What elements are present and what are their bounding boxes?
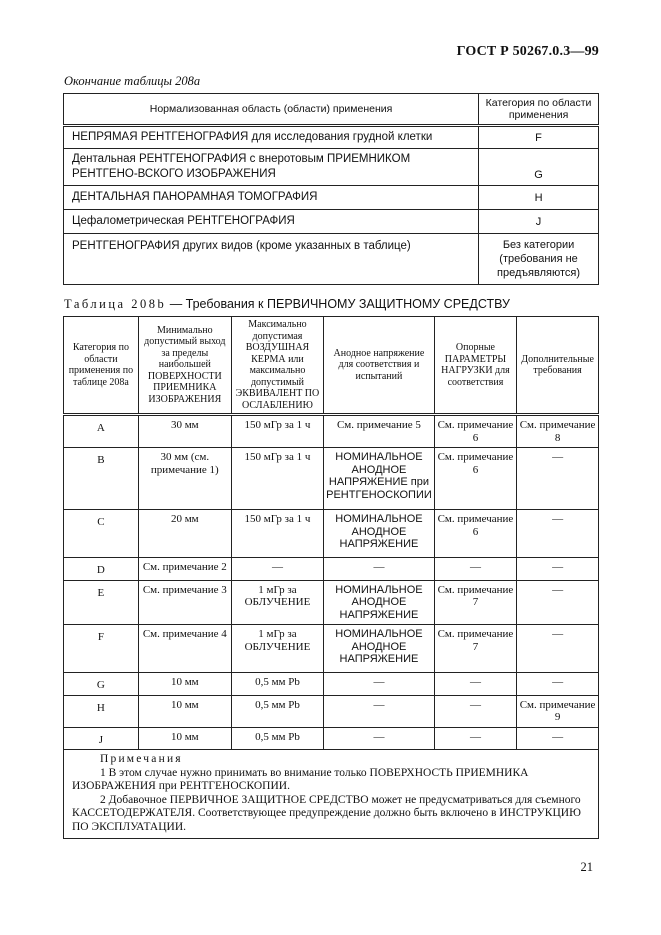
category-cell: B bbox=[64, 448, 139, 510]
extra-cell: — bbox=[517, 580, 599, 625]
load-params-cell: — bbox=[434, 695, 516, 727]
category-cell: F bbox=[64, 625, 139, 673]
max-kerma-cell: 0,5 мм Pb bbox=[231, 695, 323, 727]
notes-row bbox=[64, 750, 599, 839]
table-row bbox=[64, 234, 599, 285]
table-b-caption bbox=[64, 297, 510, 312]
table-row bbox=[64, 558, 599, 581]
anode-voltage-cell: См. примечание 5 bbox=[324, 415, 435, 448]
table-row bbox=[64, 580, 599, 625]
document-header: ГОСТ Р 50267.0.3—99 bbox=[456, 44, 599, 59]
notes-cell bbox=[64, 750, 599, 839]
table-row bbox=[64, 673, 599, 696]
note-item: 2 Добавочное ПЕРВИЧНОЕ ЗАЩИТНОЕ СРЕДСТВО может не предусматриваться для съемного КАССЕТОДЕРЖАТЕЛЯ. Соответствующее предупреждение должно быть включено в ИНСТРУКЦИЮ ПО ЭКСПЛУАТАЦИИ. bbox=[72, 793, 581, 833]
category-cell: G bbox=[479, 149, 599, 186]
area-cell: НЕПРЯМАЯ РЕНТГЕНОГРАФИЯ для исследования грудной клетки bbox=[64, 126, 479, 149]
category-cell: G bbox=[64, 673, 139, 696]
max-kerma-cell: — bbox=[231, 558, 323, 581]
extra-cell: См. примечание 8 bbox=[517, 415, 599, 448]
table-row bbox=[64, 625, 599, 673]
page-number: 21 bbox=[580, 860, 593, 874]
anode-voltage-cell: — bbox=[324, 673, 435, 696]
min-overlap-cell: 10 мм bbox=[138, 727, 231, 750]
table-b-caption-text: — Требования к ПЕРВИЧНОМУ ЗАЩИТНОМУ СРЕДСТВУ bbox=[166, 297, 510, 311]
notes-title: Примечания bbox=[100, 753, 183, 765]
load-params-cell: — bbox=[434, 558, 516, 581]
min-overlap-cell: 30 мм bbox=[138, 415, 231, 448]
table-row bbox=[64, 149, 599, 186]
max-kerma-cell: 1 мГр за ОБЛУЧЕНИЕ bbox=[231, 580, 323, 625]
min-overlap-cell: 10 мм bbox=[138, 695, 231, 727]
category-cell: E bbox=[64, 580, 139, 625]
table-header-row bbox=[64, 317, 599, 415]
min-overlap-cell: 30 мм (см. примечание 1) bbox=[138, 448, 231, 510]
table-row bbox=[64, 727, 599, 750]
category-cell: A bbox=[64, 415, 139, 448]
category-cell: C bbox=[64, 510, 139, 558]
note-item: 1 В этом случае нужно принимать во внимание только ПОВЕРХНОСТЬ ПРИЕМНИКА ИЗОБРАЖЕНИЯ при РЕНТГЕНОСКОПИИ. bbox=[72, 766, 529, 792]
load-params-cell: См. примечание 6 bbox=[434, 448, 516, 510]
min-overlap-cell: 20 мм bbox=[138, 510, 231, 558]
extra-cell: — bbox=[517, 625, 599, 673]
min-overlap-cell: См. примечание 4 bbox=[138, 625, 231, 673]
area-cell: РЕНТГЕНОГРАФИЯ других видов (кроме указанных в таблице) bbox=[64, 234, 479, 285]
min-overlap-cell: См. примечание 2 bbox=[138, 558, 231, 581]
table-row bbox=[64, 210, 599, 234]
load-params-cell: См. примечание 7 bbox=[434, 625, 516, 673]
area-cell: Цефалометрическая РЕНТГЕНОГРАФИЯ bbox=[64, 210, 479, 234]
anode-voltage-cell: — bbox=[324, 558, 435, 581]
area-cell: ДЕНТАЛЬНАЯ ПАНОРАМНАЯ ТОМОГРАФИЯ bbox=[64, 186, 479, 210]
column-header-area: Нормализованная область (области) применения bbox=[64, 94, 479, 126]
max-kerma-cell: 0,5 мм Pb bbox=[231, 673, 323, 696]
load-params-cell: — bbox=[434, 673, 516, 696]
column-header-anode-voltage: Анодное напряжение для соответствия и испытаний bbox=[324, 317, 435, 415]
max-kerma-cell: 150 мГр за 1 ч bbox=[231, 510, 323, 558]
min-overlap-cell: 10 мм bbox=[138, 673, 231, 696]
max-kerma-cell: 150 мГр за 1 ч bbox=[231, 415, 323, 448]
column-header-category: Категория по области применения по таблице 208а bbox=[64, 317, 139, 415]
extra-cell: — bbox=[517, 510, 599, 558]
category-cell: J bbox=[479, 210, 599, 234]
load-params-cell: См. примечание 6 bbox=[434, 415, 516, 448]
load-params-cell: См. примечание 7 bbox=[434, 580, 516, 625]
load-params-cell: См. примечание 6 bbox=[434, 510, 516, 558]
column-header-category: Категория по области применения bbox=[479, 94, 599, 126]
anode-voltage-cell: — bbox=[324, 727, 435, 750]
table-b-caption-label: Таблица 208b bbox=[64, 297, 167, 311]
extra-cell: См. примечание 9 bbox=[517, 695, 599, 727]
table-row bbox=[64, 695, 599, 727]
table-row bbox=[64, 126, 599, 149]
table-row bbox=[64, 510, 599, 558]
table-208b bbox=[63, 316, 599, 839]
extra-cell: — bbox=[517, 673, 599, 696]
table-header-row bbox=[64, 94, 599, 126]
max-kerma-cell: 150 мГр за 1 ч bbox=[231, 448, 323, 510]
table-a-caption: Окончание таблицы 208а bbox=[64, 74, 201, 88]
column-header-load-params: Опорные ПАРАМЕТРЫ НАГРУЗКИ для соответствия bbox=[434, 317, 516, 415]
anode-voltage-cell: — bbox=[324, 695, 435, 727]
anode-voltage-cell: НОМИНАЛЬНОЕ АНОДНОЕ НАПРЯЖЕНИЕ bbox=[324, 510, 435, 558]
table-row bbox=[64, 448, 599, 510]
category-cell: J bbox=[64, 727, 139, 750]
category-cell: F bbox=[479, 126, 599, 149]
anode-voltage-cell: НОМИНАЛЬНОЕ АНОДНОЕ НАПРЯЖЕНИЕ bbox=[324, 580, 435, 625]
anode-voltage-cell: НОМИНАЛЬНОЕ АНОДНОЕ НАПРЯЖЕНИЕ bbox=[324, 625, 435, 673]
table-row bbox=[64, 415, 599, 448]
column-header-extra: Дополнительные требования bbox=[517, 317, 599, 415]
anode-voltage-cell: НОМИНАЛЬНОЕ АНОДНОЕ НАПРЯЖЕНИЕ при РЕНТГЕНОСКОПИИ bbox=[324, 448, 435, 510]
column-header-max-kerma: Максимально допустимая ВОЗДУШНАЯ КЕРМА или максимально допустимый ЭКВИВАЛЕНТ ПО ОСЛАБЛЕНИЮ bbox=[231, 317, 323, 415]
column-header-min-overlap: Минимально допустимый выход за пределы наибольшей ПОВЕРХНОСТИ ПРИЕМНИКА ИЗОБРАЖЕНИЯ bbox=[138, 317, 231, 415]
extra-cell: — bbox=[517, 448, 599, 510]
extra-cell: — bbox=[517, 558, 599, 581]
area-cell: Дентальная РЕНТГЕНОГРАФИЯ с внеротовым ПРИЕМНИКОМ РЕНТГЕНО-ВСКОГО ИЗОБРАЖЕНИЯ bbox=[64, 149, 479, 186]
category-cell: H bbox=[479, 186, 599, 210]
max-kerma-cell: 1 мГр за ОБЛУЧЕНИЕ bbox=[231, 625, 323, 673]
table-row bbox=[64, 186, 599, 210]
load-params-cell: — bbox=[434, 727, 516, 750]
max-kerma-cell: 0,5 мм Pb bbox=[231, 727, 323, 750]
category-cell: D bbox=[64, 558, 139, 581]
extra-cell: — bbox=[517, 727, 599, 750]
table-208a bbox=[63, 93, 599, 285]
category-cell: Без категории (требования не предъявляются) bbox=[479, 234, 599, 285]
min-overlap-cell: См. примечание 3 bbox=[138, 580, 231, 625]
category-cell: H bbox=[64, 695, 139, 727]
